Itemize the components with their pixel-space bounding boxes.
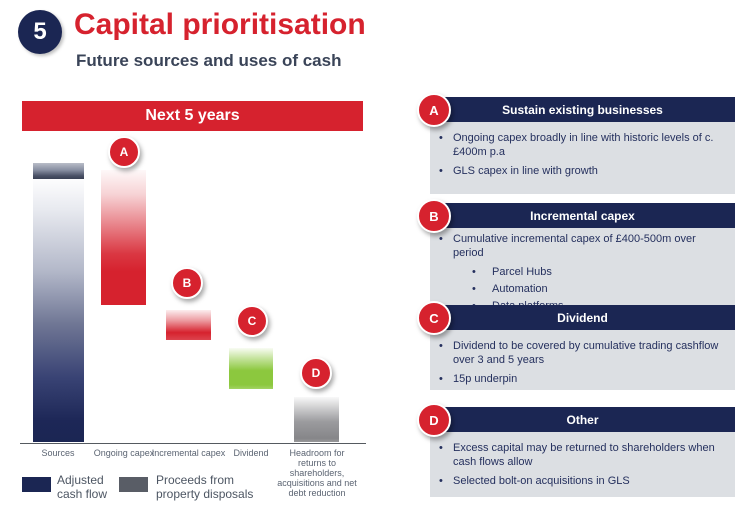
bullet-item bbox=[470, 282, 725, 296]
legend-label-adjusted-cash-flow: Adjusted cash flow bbox=[57, 473, 108, 501]
page-title: Capital prioritisation bbox=[74, 8, 366, 41]
bullet-item bbox=[437, 164, 725, 178]
bullet-item bbox=[437, 474, 725, 488]
panel-badge-c: C bbox=[417, 301, 451, 335]
bullet-item bbox=[470, 265, 725, 279]
panel-other-title: Other bbox=[566, 412, 599, 427]
chart-badge-b: B bbox=[171, 267, 203, 299]
bullet-dot: • bbox=[439, 132, 443, 144]
panel-dividend-header bbox=[430, 305, 735, 330]
panel-sustain-header bbox=[430, 97, 735, 122]
bullet-text: Ongoing capex broadly in line with historic levels of c.£400m p.a bbox=[453, 132, 714, 159]
panel-sustain-title: Sustain existing businesses bbox=[502, 102, 663, 117]
panel-dividend-body bbox=[430, 330, 735, 390]
bar-ongoing-capex bbox=[101, 170, 146, 305]
bullet-text: Automation bbox=[492, 282, 548, 295]
bullet-item bbox=[437, 441, 725, 470]
bullet-text: Selected bolt-on acquisitions in GLS bbox=[453, 474, 630, 487]
bullet-dot: • bbox=[439, 442, 443, 454]
x-axis-label-headroom: Headroom for returns to shareholders, acquisitions and net debt reduction bbox=[277, 448, 357, 498]
panel-badge-a: A bbox=[417, 93, 451, 127]
x-axis-label-incremental-capex: Incremental capex bbox=[151, 448, 226, 458]
chart-banner: Next 5 years bbox=[22, 101, 363, 131]
bullet-item bbox=[437, 372, 725, 386]
bullet-dot: • bbox=[439, 164, 443, 177]
panel-badge-d: D bbox=[417, 403, 451, 437]
bar-incremental-capex bbox=[166, 310, 211, 340]
bullet-dot: • bbox=[439, 233, 443, 245]
panel-incremental-header bbox=[430, 203, 735, 228]
bullet-text: Dividend to be covered by cumulative trading cashflow over 3 and 5 years bbox=[453, 340, 719, 367]
panel-incremental-body bbox=[430, 228, 735, 316]
legend-swatch-adjusted-cash-flow bbox=[22, 477, 51, 492]
chart-badge-a: A bbox=[108, 136, 140, 168]
legend-swatch-proceeds bbox=[119, 477, 148, 492]
panel-badge-b: B bbox=[417, 199, 451, 233]
bar-dividend bbox=[229, 348, 273, 389]
bullet-text: GLS capex in line with growth bbox=[453, 164, 598, 177]
panel-other-body bbox=[430, 432, 735, 497]
x-axis-line bbox=[20, 443, 366, 444]
bullet-text: 15p underpin bbox=[453, 372, 518, 385]
bullet-dot: • bbox=[472, 282, 476, 295]
info-panel-other bbox=[430, 407, 735, 497]
panel-incremental-title: Incremental capex bbox=[530, 208, 635, 223]
bullet-dot: • bbox=[472, 265, 476, 278]
bullet-dot: • bbox=[439, 340, 443, 352]
chart-badge-d: D bbox=[300, 357, 332, 389]
bullet-item bbox=[437, 131, 725, 160]
bar-sources-proceeds-segment bbox=[33, 163, 84, 179]
bullet-text: Excess capital may be returned to shareholders when cash flows allow bbox=[453, 442, 715, 469]
bar-headroom bbox=[294, 397, 339, 442]
bullet-dot: • bbox=[439, 372, 443, 385]
bullet-item bbox=[437, 232, 725, 261]
bar-sources-adjusted-cashflow-segment bbox=[33, 179, 84, 442]
panel-dividend-title: Dividend bbox=[557, 310, 608, 325]
x-axis-label-ongoing-capex: Ongoing capex bbox=[93, 448, 155, 458]
info-panel-sustain bbox=[430, 97, 735, 194]
bullet-text: Cumulative incremental capex of £400-500m over period bbox=[453, 233, 696, 260]
panel-sustain-body bbox=[430, 122, 735, 194]
slide-number-badge bbox=[18, 10, 62, 54]
x-axis-label-dividend: Dividend bbox=[233, 448, 269, 458]
panel-other-header bbox=[430, 407, 735, 432]
page-subtitle: Future sources and uses of cash bbox=[76, 51, 342, 70]
info-panel-dividend bbox=[430, 305, 735, 390]
bullet-dot: • bbox=[439, 474, 443, 487]
bullet-text: Parcel Hubs bbox=[492, 265, 552, 278]
slide-number: 5 bbox=[33, 18, 47, 45]
chart-badge-c: C bbox=[236, 305, 268, 337]
legend-label-proceeds: Proceeds from property disposals bbox=[156, 473, 254, 501]
info-panel-incremental-capex bbox=[430, 203, 735, 293]
x-axis-label-sources: Sources bbox=[41, 448, 75, 458]
bullet-item bbox=[437, 339, 725, 368]
